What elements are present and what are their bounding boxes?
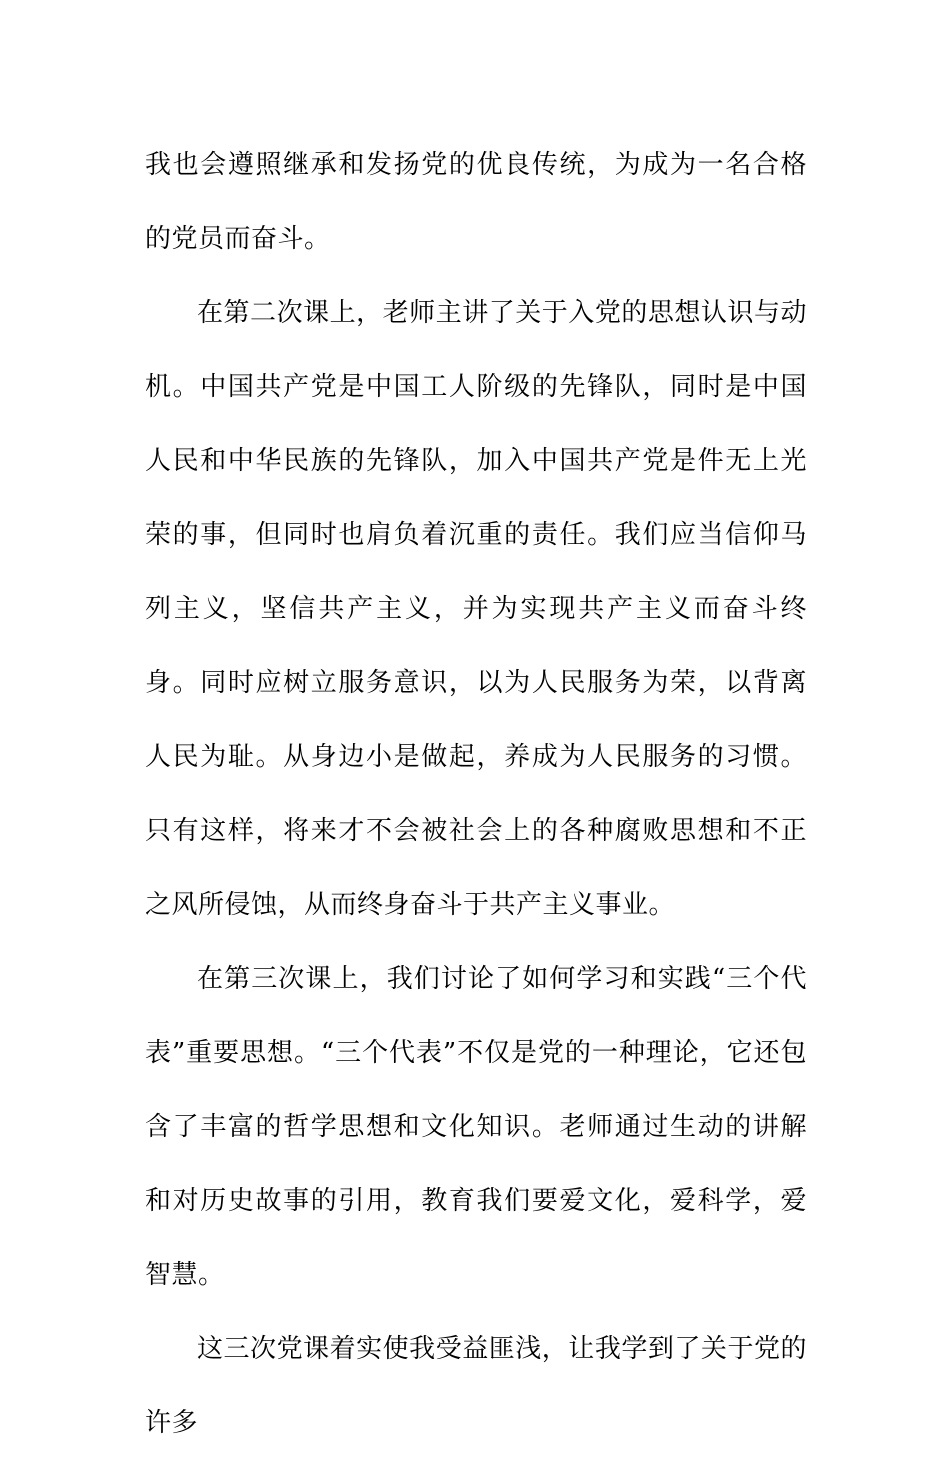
body-text — [145, 128, 807, 1460]
paragraph-2: 在第二次课上，老师主讲了关于入党的思想认识与动机。中国共产党是中国工人阶级的先锋队，同时是中国人民和中华民族的先锋队，加入中国共产党是件无上光荣的事，但同时也肩负着沉重的责任。我们应当信仰马列主义，坚信共产主义，并为实现共产主义而奋斗终身。同时应树立服务意识，以为人民服务为荣，以背离人民为耻。从身边小是做起，养成为人民服务的习惯。只有这样，将来才不会被社会上的各种腐败思想和不正之风所侵蚀，从而终身奋斗于共产主义事业。 — [145, 298, 807, 920]
paragraph-3: 在第三次课上，我们讨论了如何学习和实践“三个代表”重要思想。“三个代表”不仅是党的一种理论，它还包含了丰富的哲学思想和文化知识。老师通过生动的讲解和对历史故事的引用，教育我们要爱文化，爱科学，爱智慧。 — [145, 964, 807, 1290]
paragraph-4: 这三次党课着实使我受益匪浅，让我学到了关于党的许多 — [145, 1334, 807, 1438]
paragraph-1: 我也会遵照继承和发扬党的优良传统，为成为一名合格的党员而奋斗。 — [145, 150, 807, 254]
